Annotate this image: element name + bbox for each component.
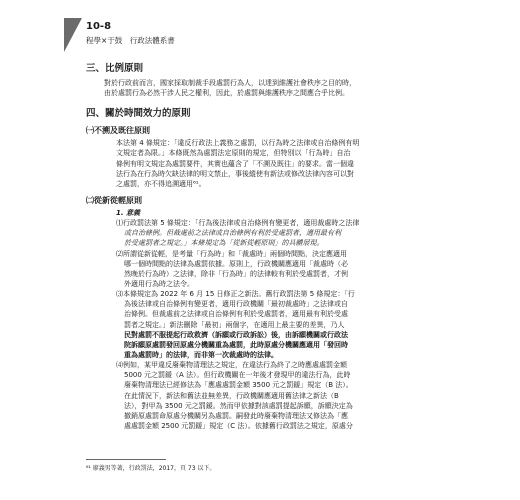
page-header (64, 18, 234, 52)
section-heading: 三、比例原則 (86, 63, 144, 74)
paragraph-line: 條例有明文規定為處罰要件，其實也蘊含了「不溯及既往」的要求。當一個違 (116, 159, 354, 168)
section-heading: 四、關於時間效力的原則 (86, 108, 191, 120)
page-number: 10-8 (86, 21, 112, 32)
item-line: 院訴願原處罰發回原處分機關重為處罰，此時原處分機關應適用「發回時 (124, 340, 348, 349)
item-line: 於受處罰者之規定。」本條規定為「從新從輕原則」的具體展現。 (124, 239, 324, 248)
item-line: 民對處罰不服提起行政救濟（訴願或行政訴訟）後，由訴願機關或行政法 (124, 330, 348, 339)
item-line: 然晚於行為時）之法律，除非「行為時」的法律較有利於受處罰者，才例 (124, 269, 348, 278)
item-line: 5000 元之罰鍰（A 法）。但行政機關在一年後才發現甲的違法行為，此時 (124, 371, 351, 380)
item-line: 撤銷原處罰命原處分機關另為處罰。嗣發此時廢棄物清理法又修法為「應 (124, 411, 348, 420)
item-line: ⑴行政罰法第 5 條規定：「行為後法律或自治條例有變更者，適用裁處時之法律 (116, 219, 360, 228)
subsection-heading: ㈡從新從輕原則 (86, 195, 142, 205)
item-line: 治條例。但裁處前之法律或自治條例有利於受處罰者，適用最有利於受處 (124, 310, 348, 319)
item-line: 法），對甲為 3500 元之罰鍰。然而甲依據對該處罰提起訴願，訴願決定為 (124, 401, 353, 410)
item-line: ⑶本條規定為 2022 年 6 月 15 日修正之新法。舊行政罰法第 5 條規定：「行 (116, 290, 355, 299)
paragraph-line: 本法第 4 條規定：「違反行政法上義務之處罰，以行為時之法律或自治條例有明 (116, 139, 360, 148)
header-triangle-decoration (64, 18, 82, 52)
item-line: 在此情況下，新法和舊法並無差異，行政機關應適用舊法律之新法（B (124, 391, 339, 400)
footnote-divider (86, 459, 166, 460)
item-heading: 1. 意義 (116, 208, 140, 217)
item-line: 哪一個時間點的法律為處罰依據。原則上，行政機關應適用「裁處時（必 (124, 259, 348, 268)
item-line: 為後法律或自治條例有變更者，適用行政機關「最初裁處時」之法律或自 (124, 300, 348, 309)
item-line: 重為處罰時」的法律，而非第一次裁處時的法律。 (124, 350, 278, 359)
item-line: 外適用行為時之法令。 (124, 279, 194, 288)
footnote: ⁶¹ 廖義男等著，行政罰法，2017，頁 73 以下。 (86, 465, 216, 472)
paragraph-line: 之處罰，亦不得追溯適用⁶¹。 (116, 179, 206, 188)
paragraph-line: 由於處罰行為必然干涉人民之權利，因此，於處罰與維護秩序之間應合乎比例。 (104, 89, 349, 98)
subsection-heading: ㈠不溯及既往原則 (86, 126, 150, 136)
item-line: ⑵所謂從新從輕，是考量「行為時」和「裁處時」兩個時間點，決定應適用 (116, 249, 347, 258)
running-title: 程學×于鼓 行政法體系書 (86, 36, 175, 45)
item-line: 罰者之規定。」新法刪除「最初」兩個字，在適用上最主要的差異，乃人 (124, 320, 345, 329)
item-line: 廢棄物清理法已經修法為「應處處罰金額 3500 元之罰鍰」規定（B 法）。 (124, 381, 353, 390)
paragraph-line: 對於行政前而言，國家採取制裁手段處罰行為人，以達到維護社會秩序之目的時， (104, 79, 356, 87)
paragraph-line: 法行為在行為時欠缺法律的明文禁止，事後縱使有新法或修改法律內容可以對 (116, 169, 354, 178)
item-line: 處處罰金額 2500 元罰鍰」規定（C 法）。依據舊行政罰法之規定，原處分 (124, 421, 353, 430)
paragraph-line: 文規定者為限。」本條既然為處罰法定原則的規定，但特別以「行為時」自治 (116, 149, 351, 158)
document-body (86, 56, 468, 431)
item-line: ⑷例如，某甲違反廢棄物清理法之規定，在違法行為終了之時應處處罰金額 (116, 361, 347, 370)
item-line: 或自治條例。但裁處前之法律或自治條例有利於受處罰者，適用最有利 (124, 229, 341, 238)
